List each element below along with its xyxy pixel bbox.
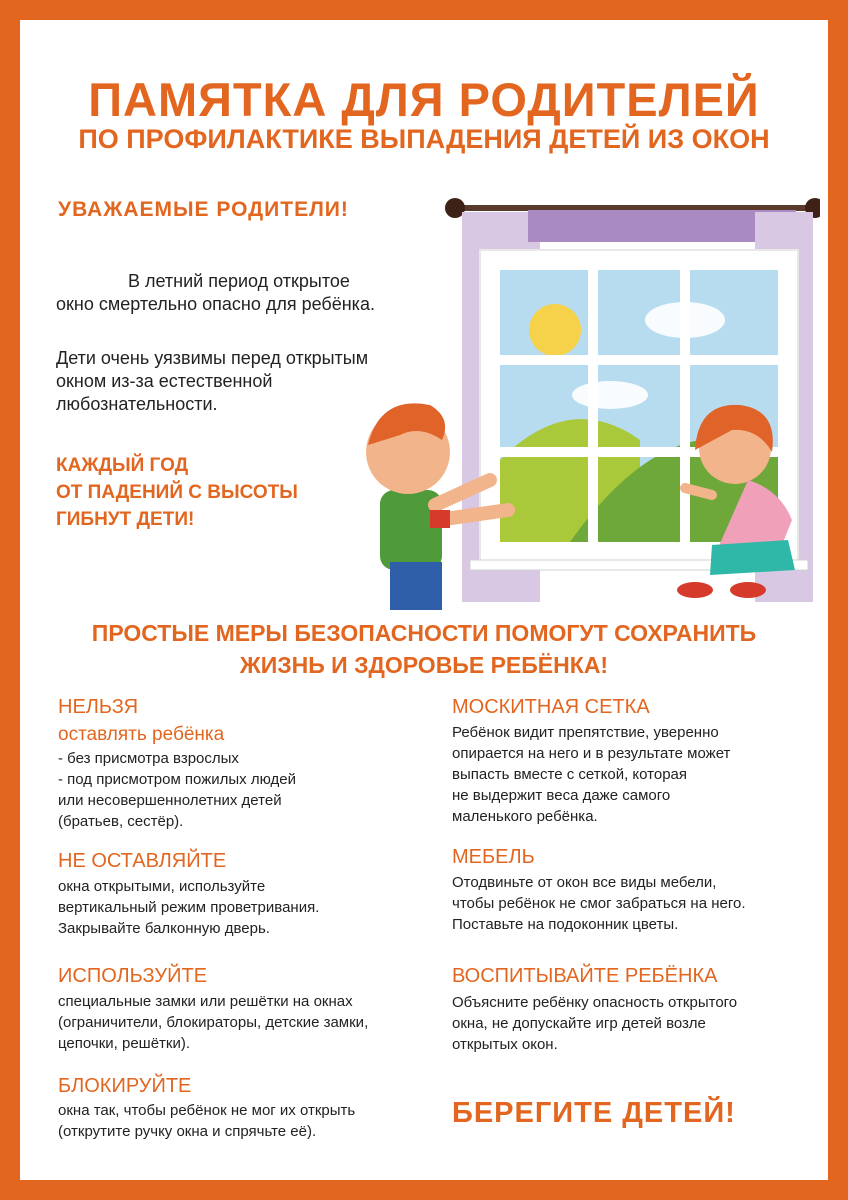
text-line: (братьев, сестёр). bbox=[58, 813, 184, 830]
intro-line: окном из-за естественной bbox=[56, 371, 273, 391]
text-line: опирается на него и в результате может bbox=[452, 745, 731, 762]
section-text-educate bbox=[452, 992, 737, 1055]
section-text-net bbox=[452, 722, 730, 827]
warning-text bbox=[56, 452, 298, 533]
slogan bbox=[20, 617, 828, 681]
text-line: Поставьте на подоконник цветы. bbox=[452, 916, 679, 933]
section-heading-use: ИСПОЛЬЗУЙТЕ bbox=[58, 965, 208, 987]
intro-line: В летний период открытое bbox=[128, 271, 350, 291]
section-heading-block: БЛОКИРУЙТЕ bbox=[58, 1075, 192, 1097]
text-line: маленького ребёнка. bbox=[452, 808, 598, 825]
page-subtitle: ПО ПРОФИЛАКТИКЕ ВЫПАДЕНИЯ ДЕТЕЙ ИЗ ОКОН bbox=[78, 124, 770, 154]
warning-line: КАЖДЫЙ ГОД bbox=[56, 455, 189, 476]
section-text-furniture bbox=[452, 872, 746, 935]
text-line: окна так, чтобы ребёнок не мог их открыть bbox=[58, 1102, 356, 1119]
section-heading-forbidden: НЕЛЬЗЯ bbox=[58, 696, 139, 718]
section-subheading: оставлять ребёнка bbox=[58, 724, 225, 745]
text-line: или несовершеннолетних детей bbox=[58, 792, 282, 809]
text-line: Закрывайте балконную дверь. bbox=[58, 920, 270, 937]
text-line: вертикальный режим проветривания. bbox=[58, 899, 320, 916]
text-line: специальные замки или решётки на окнах bbox=[58, 993, 353, 1010]
warning-line: ОТ ПАДЕНИЙ С ВЫСОТЫ bbox=[56, 482, 298, 503]
slogan-line: ПРОСТЫЕ МЕРЫ БЕЗОПАСНОСТИ ПОМОГУТ СОХРАНИТЬ bbox=[91, 620, 757, 646]
text-line: открытых окон. bbox=[452, 1036, 558, 1053]
text-line: чтобы ребёнок не смог забраться на него. bbox=[452, 895, 746, 912]
text-line: Отодвиньте от окон все виды мебели, bbox=[452, 874, 717, 891]
text-line: (ограничители, блокираторы, детские замки, bbox=[58, 1014, 369, 1031]
warning-line: ГИБНУТ ДЕТИ! bbox=[56, 509, 195, 530]
section-heading-net: МОСКИТНАЯ СЕТКА bbox=[452, 696, 650, 718]
text-line: окна открытыми, используйте bbox=[58, 878, 266, 895]
footer-slogan: БЕРЕГИТЕ ДЕТЕЙ! bbox=[452, 1097, 736, 1129]
text-line: - без присмотра взрослых bbox=[58, 750, 239, 767]
text-line: не выдержит веса даже самого bbox=[452, 787, 671, 804]
section-text-block bbox=[58, 1100, 355, 1142]
text-line: Объясните ребёнку опасность открытого bbox=[452, 994, 738, 1011]
intro-line: любознательности. bbox=[56, 394, 218, 414]
sun bbox=[529, 304, 581, 356]
section-heading-dont-leave: НЕ ОСТАВЛЯЙТЕ bbox=[58, 850, 227, 872]
section-heading-educate: ВОСПИТЫВАЙТЕ РЕБЁНКА bbox=[452, 965, 718, 987]
section-text-forbidden bbox=[58, 748, 296, 832]
section-text-dont-leave bbox=[58, 876, 319, 939]
section-text-use bbox=[58, 991, 368, 1054]
greeting: УВАЖАЕМЫЕ РОДИТЕЛИ! bbox=[58, 198, 349, 221]
cloud bbox=[572, 381, 648, 409]
section-heading-furniture: МЕБЕЛЬ bbox=[452, 846, 535, 868]
page-title: ПАМЯТКА ДЛЯ РОДИТЕЛЕЙ bbox=[88, 73, 760, 126]
poster bbox=[20, 20, 828, 1180]
text-line: (открутите ручку окна и спрячьте её). bbox=[58, 1123, 317, 1140]
text-line: - под присмотром пожилых людей bbox=[58, 771, 296, 788]
text-line: цепочки, решётки). bbox=[58, 1035, 191, 1052]
intro-line: Дети очень уязвимы перед открытым bbox=[56, 348, 369, 368]
text-line: Ребёнок видит препятствие, уверенно bbox=[452, 724, 719, 741]
window-illustration bbox=[340, 190, 820, 610]
intro-line: окно смертельно опасно для ребёнка. bbox=[56, 294, 375, 314]
slogan-line: ЖИЗНЬ И ЗДОРОВЬЕ РЕБЁНКА! bbox=[239, 652, 609, 678]
text-line: выпасть вместе с сеткой, которая bbox=[452, 766, 687, 783]
text-line: окна, не допускайте игр детей возле bbox=[452, 1015, 706, 1032]
